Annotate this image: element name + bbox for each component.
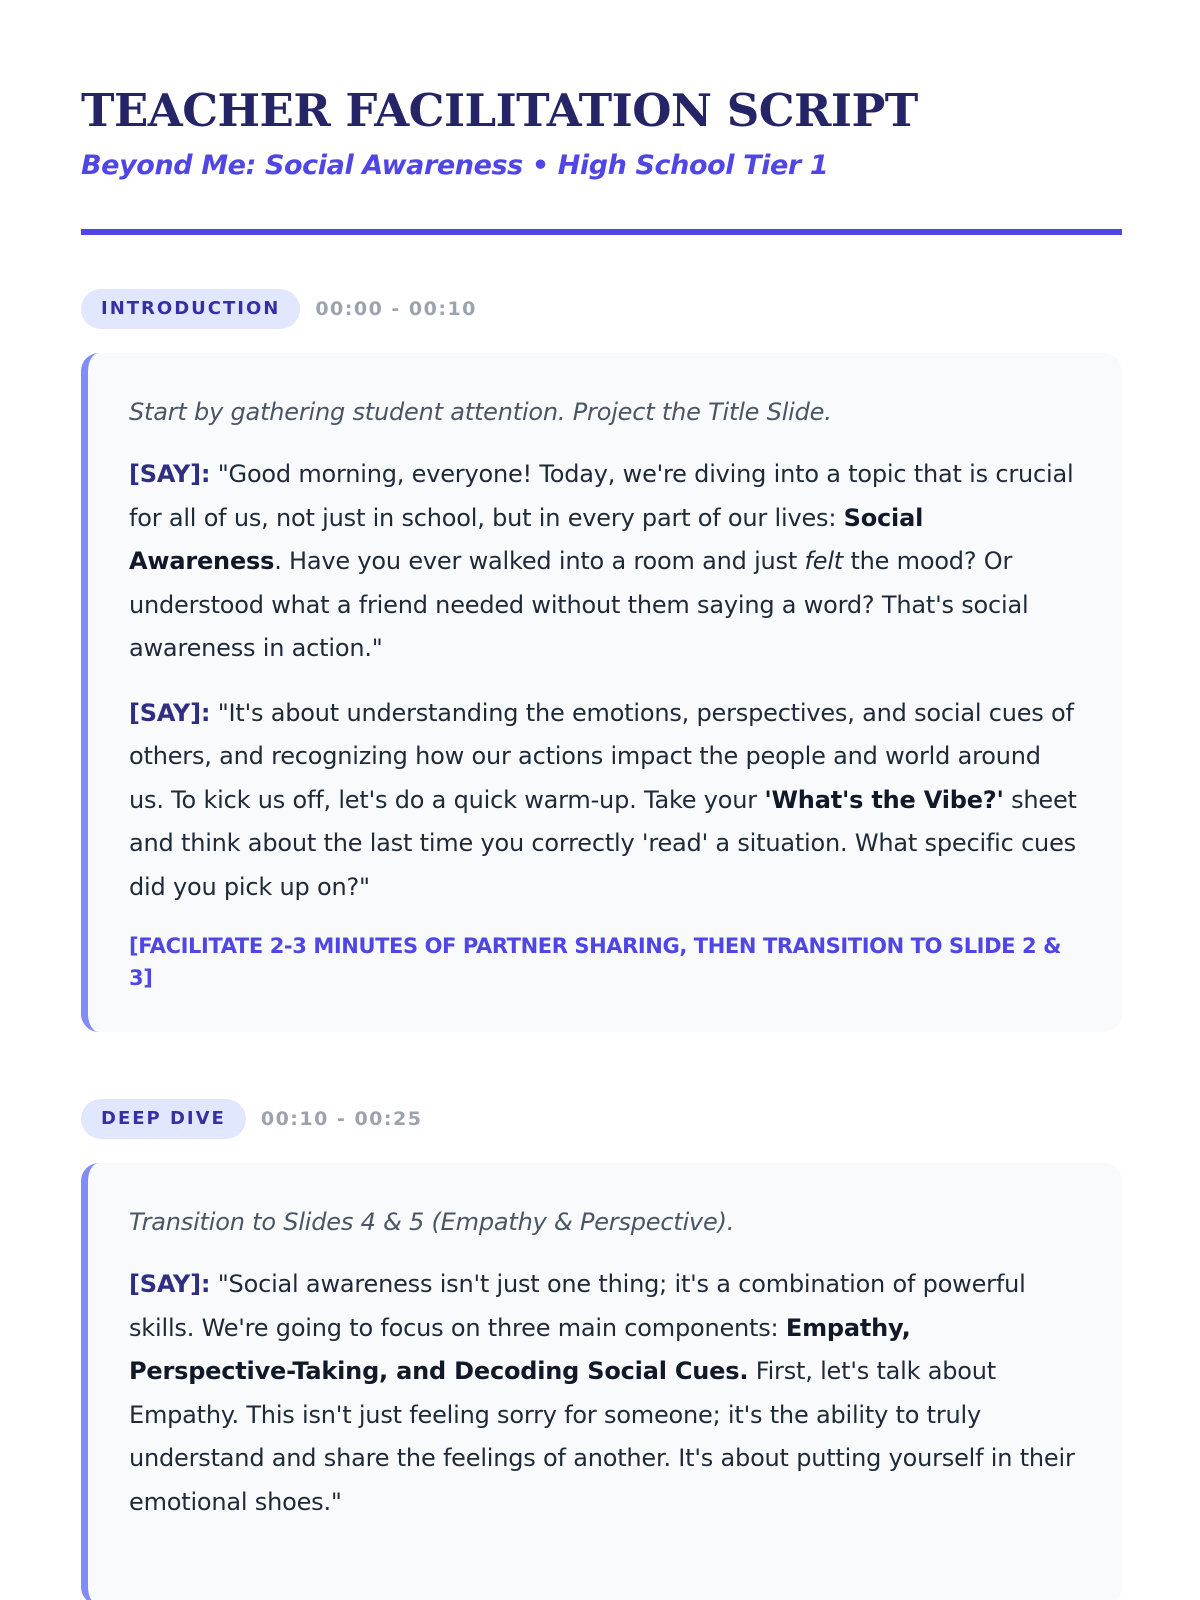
section-tag: DEEP DIVE bbox=[81, 1099, 246, 1139]
page-subtitle: Beyond Me: Social Awareness • High School Tier 1 bbox=[81, 150, 829, 181]
say-text: First, let's talk about Empathy. This isn't just feeling sorry for someone; it's the ability to truly understand and share the feelings of another. It's about putting yourself in their emotional shoes." bbox=[129, 1357, 1075, 1516]
say-text: "Social awareness isn't just one thing; it's a combination of powerful skills. We're going to focus on three main components: bbox=[129, 1270, 1026, 1342]
say-italic: felt bbox=[804, 547, 844, 575]
say-emphasis: Empathy, Perspective-Taking, and Decoding Social Cues. bbox=[129, 1313, 911, 1385]
say-text: the mood? Or understood what a friend needed without them saying a word? That's social awareness in action." bbox=[129, 547, 1029, 662]
section-header-introduction bbox=[81, 288, 1119, 330]
say-text: sheet and think about the last time you correctly 'read' a situation. What specific cues did you pick up on?" bbox=[129, 785, 1077, 901]
say-tag: [SAY]: bbox=[129, 698, 211, 727]
say-tag: [SAY]: bbox=[129, 460, 211, 488]
section-tag: INTRODUCTION bbox=[81, 289, 300, 329]
section-time: 00:10 - 00:25 bbox=[260, 1108, 423, 1130]
say-text: "It's about understanding the emotions, perspectives, and social cues of others, and recognizing how our actions impact the people and world around us. To kick us off, let's do a quick warm-up. Take your bbox=[129, 698, 1074, 814]
say-paragraph bbox=[129, 453, 1082, 671]
say-emphasis: 'What's the Vibe?' bbox=[764, 785, 1004, 814]
say-text: "Good morning, everyone! Today, we're diving into a topic that is crucial for all of us, not just in school, but in every part of our lives: bbox=[129, 460, 1074, 532]
page-title: TEACHER FACILITATION SCRIPT bbox=[81, 84, 918, 137]
stage-direction: Start by gathering student attention. Project the Title Slide. bbox=[129, 398, 832, 426]
say-tag: [SAY]: bbox=[129, 1270, 211, 1298]
stage-direction: Transition to Slides 4 & 5 (Empathy & Perspective). bbox=[129, 1208, 735, 1236]
say-paragraph bbox=[129, 692, 1082, 910]
script-card-deep-dive bbox=[81, 1163, 1122, 1600]
say-emphasis: Social Awareness bbox=[129, 503, 924, 575]
facilitate-instruction: [FACILITATE 2-3 MINUTES OF PARTNER SHARING, THEN TRANSITION TO SLIDE 2 & 3] bbox=[129, 934, 1062, 990]
say-paragraph bbox=[129, 1263, 1082, 1524]
script-card-introduction bbox=[81, 353, 1122, 1032]
say-text: . Have you ever walked into a room and just bbox=[274, 547, 805, 575]
section-header-deep-dive bbox=[81, 1098, 1119, 1140]
section-time: 00:00 - 00:10 bbox=[315, 298, 477, 320]
header-divider bbox=[81, 229, 1122, 235]
